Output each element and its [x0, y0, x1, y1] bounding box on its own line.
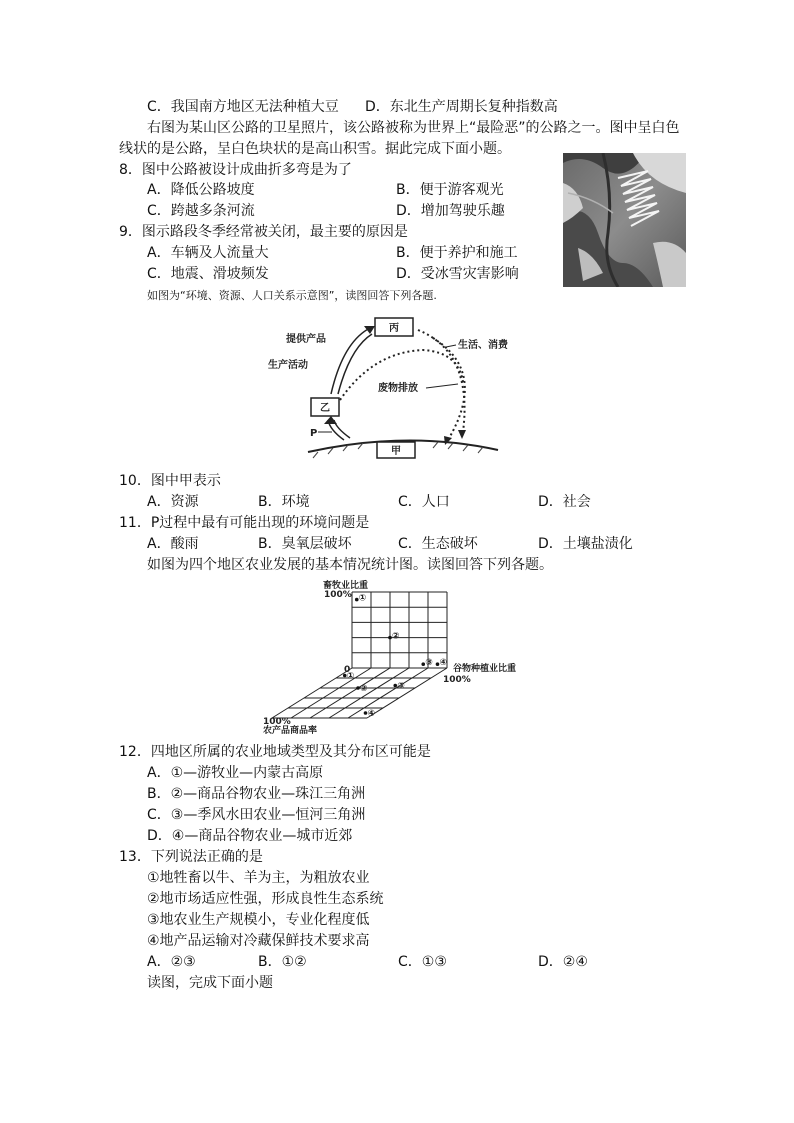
intro-8-line1: 右图为某山区公路的卫星照片，该公路被称为世界上“最险恶”的公路之一。图中呈白色 — [147, 120, 680, 136]
question-12: 12．四地区所属的农业地域类型及其分布区可能是 — [119, 744, 431, 760]
intro-8-line2: 线状的是公路，呈白色块状的是高山积雪。据此完成下面小题。 — [119, 141, 511, 157]
q12-option-a: A．①—游牧业—内蒙古高原 — [147, 765, 324, 781]
point-back-label-1: ① — [358, 593, 367, 604]
q9-option-c: C．地震、滑坡频发 — [147, 266, 269, 282]
satellite-photo — [563, 153, 686, 287]
label-waste: 废物排放 — [378, 383, 418, 394]
q11-option-c: C．生态破坏 — [398, 536, 478, 552]
agriculture-3d-chart — [255, 578, 545, 734]
z-axis-label: 农产品商品率 — [263, 726, 318, 734]
q7-option-c: C．我国南方地区无法种植大豆 — [147, 99, 339, 115]
label-production: 生产活动 — [268, 360, 308, 371]
q13-statement-3: ③地农业生产规模小，专业化程度低 — [147, 912, 370, 928]
y-axis-label: 畜牧业比重 — [323, 581, 369, 591]
point-floor-label-4: ④ — [367, 709, 376, 719]
q11-option-b: B．臭氧层破坏 — [258, 536, 352, 552]
label-provide-products: 提供产品 — [286, 334, 326, 345]
label-jia: 甲 — [391, 446, 401, 457]
label-bing: 丙 — [389, 323, 399, 334]
intro-12: 如图为四个地区农业发展的基本情况统计图。读图回答下列各题。 — [147, 557, 553, 573]
q13-option-b: B．①② — [258, 954, 307, 970]
question-9: 9．图示路段冬季经常被关闭，最主要的原因是 — [119, 224, 408, 240]
x-axis-max: 100% — [443, 675, 471, 685]
q8-option-a: A．降低公路坡度 — [147, 182, 255, 198]
q13-statement-4: ④地产品运输对冷藏保鲜技术要求高 — [147, 933, 370, 949]
closing-instruction: 读图，完成下面小题 — [147, 975, 273, 991]
q8-option-d: D．增加驾驶乐趣 — [396, 203, 505, 219]
q11-option-a: A．酸雨 — [147, 536, 199, 552]
q10-option-a: A．资源 — [147, 494, 199, 510]
point-back-label-3: ③ — [425, 658, 433, 669]
q12-option-d: D．④—商品谷物农业—城市近郊 — [147, 828, 353, 844]
q7-option-d: D．东北生产周期长复种指数高 — [365, 99, 558, 115]
intro-10: 如图为“环境、资源、人口关系示意图”，读图回答下列各题. — [147, 289, 437, 302]
label-life-consumption: 生活、消费 — [458, 340, 508, 351]
point-back-label-4: ④ — [439, 658, 448, 669]
q10-option-d: D．社会 — [538, 494, 591, 510]
floor-grid-depth — [291, 668, 371, 718]
q11-option-d: D．土壤盐渍化 — [538, 536, 633, 552]
x-axis-label: 谷物种植业比重 — [453, 664, 517, 674]
y-axis-max: 100% — [324, 590, 352, 600]
question-11: 11．P过程中最有可能出现的环境问题是 — [119, 515, 370, 531]
label-p: P — [310, 428, 318, 439]
point-back-label-2: ② — [392, 631, 400, 642]
question-8: 8．图中公路被设计成曲折多弯是为了 — [119, 162, 352, 178]
axis-origin: 0 — [344, 665, 351, 675]
floor-grid-depth — [367, 668, 447, 718]
q13-statement-2: ②地市场适应性强，形成良性生态系统 — [147, 891, 384, 907]
point-floor-label-2: ② — [360, 684, 368, 694]
floor-grid-depth — [272, 668, 352, 718]
environment-resource-diagram — [258, 312, 548, 462]
q8-option-b: B．便于游客观光 — [396, 182, 504, 198]
q12-option-c: C．③—季风水田农业—恒河三角洲 — [147, 807, 366, 823]
q10-option-b: B．环境 — [258, 494, 310, 510]
q9-option-d: D．受冰雪灾害影响 — [396, 266, 519, 282]
point-floor-label-1: ① — [346, 671, 355, 682]
z-axis-max: 100% — [263, 717, 291, 727]
q13-option-c: C．①③ — [398, 954, 447, 970]
q9-option-a: A．车辆及人流量大 — [147, 245, 269, 261]
q10-option-c: C．人口 — [398, 494, 450, 510]
q13-option-d: D．②④ — [538, 954, 588, 970]
point-floor-label-3: ③ — [397, 681, 405, 692]
q13-option-a: A．②③ — [147, 954, 196, 970]
q13-statement-1: ①地牲畜以牛、羊为主，为粗放农业 — [147, 870, 370, 886]
question-10: 10．图中甲表示 — [119, 473, 221, 489]
q9-option-b: B．便于养护和施工 — [396, 245, 518, 261]
question-13: 13．下列说法正确的是 — [119, 849, 263, 865]
label-yi: 乙 — [320, 403, 330, 414]
q12-option-b: B．②—商品谷物农业—珠江三角洲 — [147, 786, 366, 802]
q8-option-c: C．跨越多条河流 — [147, 203, 255, 219]
